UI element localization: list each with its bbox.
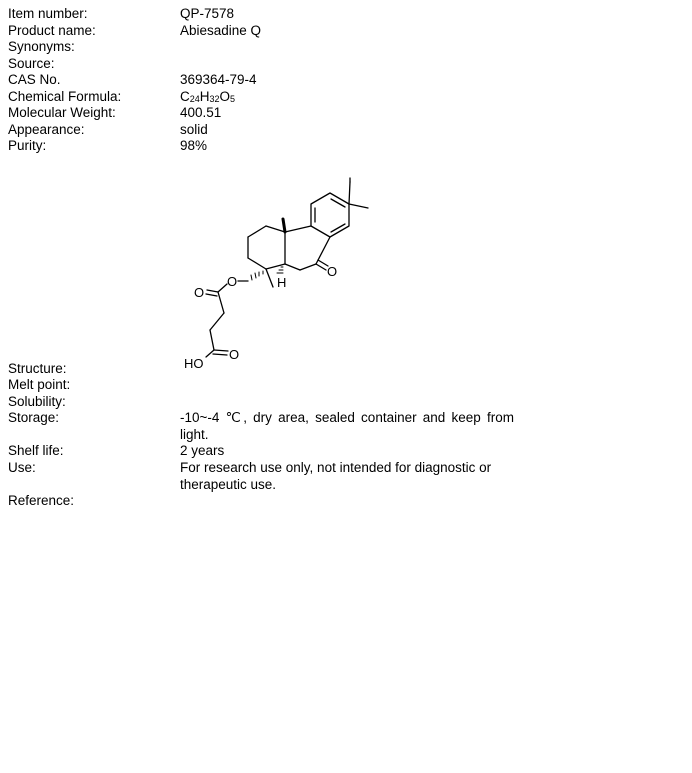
chemical-formula-label: Chemical Formula: bbox=[8, 89, 122, 104]
source-label: Source: bbox=[8, 56, 55, 71]
ester-carbonyl-oxygen: O bbox=[194, 285, 205, 300]
stereo-hydrogen: H bbox=[277, 275, 287, 290]
formula-count-c: 24 bbox=[189, 94, 200, 104]
reference-label: Reference: bbox=[8, 493, 75, 508]
shelf-life-value: 2 years bbox=[180, 443, 225, 458]
appearance-label: Appearance: bbox=[8, 122, 85, 137]
synonyms-label: Synonyms: bbox=[8, 39, 75, 54]
c4-methyl bbox=[266, 269, 273, 287]
appearance-value: solid bbox=[180, 122, 208, 137]
use-label: Use: bbox=[8, 460, 36, 475]
shelf-life-label: Shelf life: bbox=[8, 443, 64, 458]
chemical-structure-image bbox=[178, 170, 378, 375]
cas-no-label: CAS No. bbox=[8, 72, 61, 87]
item-number-value: QP-7578 bbox=[180, 6, 235, 21]
molecular-weight-value: 400.51 bbox=[180, 105, 222, 120]
isopropyl-group bbox=[349, 178, 368, 208]
structure-label: Structure: bbox=[8, 361, 67, 376]
chemical-formula-value bbox=[180, 89, 235, 105]
molecular-weight-label: Molecular Weight: bbox=[8, 105, 116, 120]
purity-label: Purity: bbox=[8, 138, 47, 153]
formula-element-c: C bbox=[180, 89, 190, 104]
stereo-hash bbox=[277, 267, 283, 273]
acid-carbonyl-oxygen: O bbox=[229, 347, 240, 362]
cas-no-value: 369364-79-4 bbox=[180, 72, 257, 87]
formula-element-h: H bbox=[199, 89, 210, 104]
storage-label: Storage: bbox=[8, 410, 60, 425]
purity-value: 98% bbox=[180, 138, 208, 153]
item-number-label: Item number: bbox=[8, 6, 88, 21]
formula-element-o: O bbox=[219, 89, 231, 104]
product-name-value: Abiesadine Q bbox=[180, 23, 262, 38]
succinate-chain bbox=[206, 281, 248, 357]
formula-count-h: 32 bbox=[209, 94, 220, 104]
formula-count-o: 5 bbox=[230, 94, 236, 104]
ring-a bbox=[248, 226, 285, 269]
ester-hash-bond bbox=[251, 271, 263, 280]
storage-value: -10~-4 ℃, dry area, sealed container and keep from light. bbox=[180, 410, 514, 442]
aromatic-ring bbox=[311, 193, 349, 237]
angular-methyl-wedge bbox=[283, 219, 285, 232]
use-value: For research use only, not intended for diagnostic or therapeutic use. bbox=[180, 460, 492, 492]
ketone-oxygen: O bbox=[327, 264, 338, 279]
hydroxyl-group: HO bbox=[184, 356, 204, 371]
solubility-label: Solubility: bbox=[8, 394, 66, 409]
melt-point-label: Melt point: bbox=[8, 377, 71, 392]
ester-oxygen: O bbox=[227, 274, 238, 289]
product-name-label: Product name: bbox=[8, 23, 96, 38]
